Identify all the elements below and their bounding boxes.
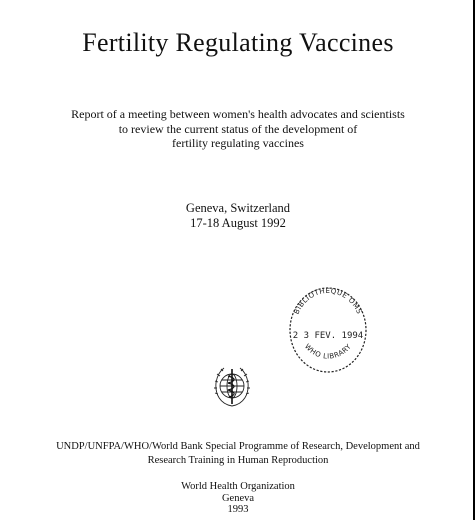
publisher-name: World Health Organization bbox=[181, 481, 295, 492]
library-stamp bbox=[287, 280, 369, 378]
programme-line-1: UNDP/UNFPA/WHO/World Bank Special Programme of Research, Development and bbox=[56, 441, 420, 452]
stamp-date: 2 3 FEV. 1994 bbox=[292, 331, 364, 341]
subtitle-line-3: fertility regulating vaccines bbox=[172, 136, 304, 150]
document-title: Fertility Regulating Vaccines bbox=[82, 28, 394, 57]
document-subtitle bbox=[0, 107, 476, 151]
who-emblem-icon bbox=[212, 364, 252, 410]
programme-statement bbox=[0, 440, 476, 467]
publisher-block bbox=[0, 481, 476, 516]
meeting-dates: 17-18 August 1992 bbox=[190, 215, 286, 230]
svg-text:WHO LIBRARY bbox=[303, 342, 353, 360]
programme-line-2: Research Training in Human Reproduction bbox=[147, 454, 329, 466]
subtitle-line-2: to review the current status of the development of bbox=[118, 121, 358, 136]
meeting-location-date bbox=[0, 201, 476, 230]
meeting-place: Geneva, Switzerland bbox=[185, 201, 291, 215]
publication-year: 1993 bbox=[227, 504, 249, 515]
stamp-top-text: BIBLIOTHEQUE OMS bbox=[292, 286, 364, 316]
publisher-city: Geneva bbox=[221, 492, 255, 504]
subtitle-line-1: Report of a meeting between women's health advocates and scientists bbox=[71, 107, 405, 121]
stamp-bottom-text: WHO LIBRARY bbox=[302, 342, 353, 361]
svg-text:BIBLIOTHEQUE OMS bbox=[293, 287, 364, 316]
